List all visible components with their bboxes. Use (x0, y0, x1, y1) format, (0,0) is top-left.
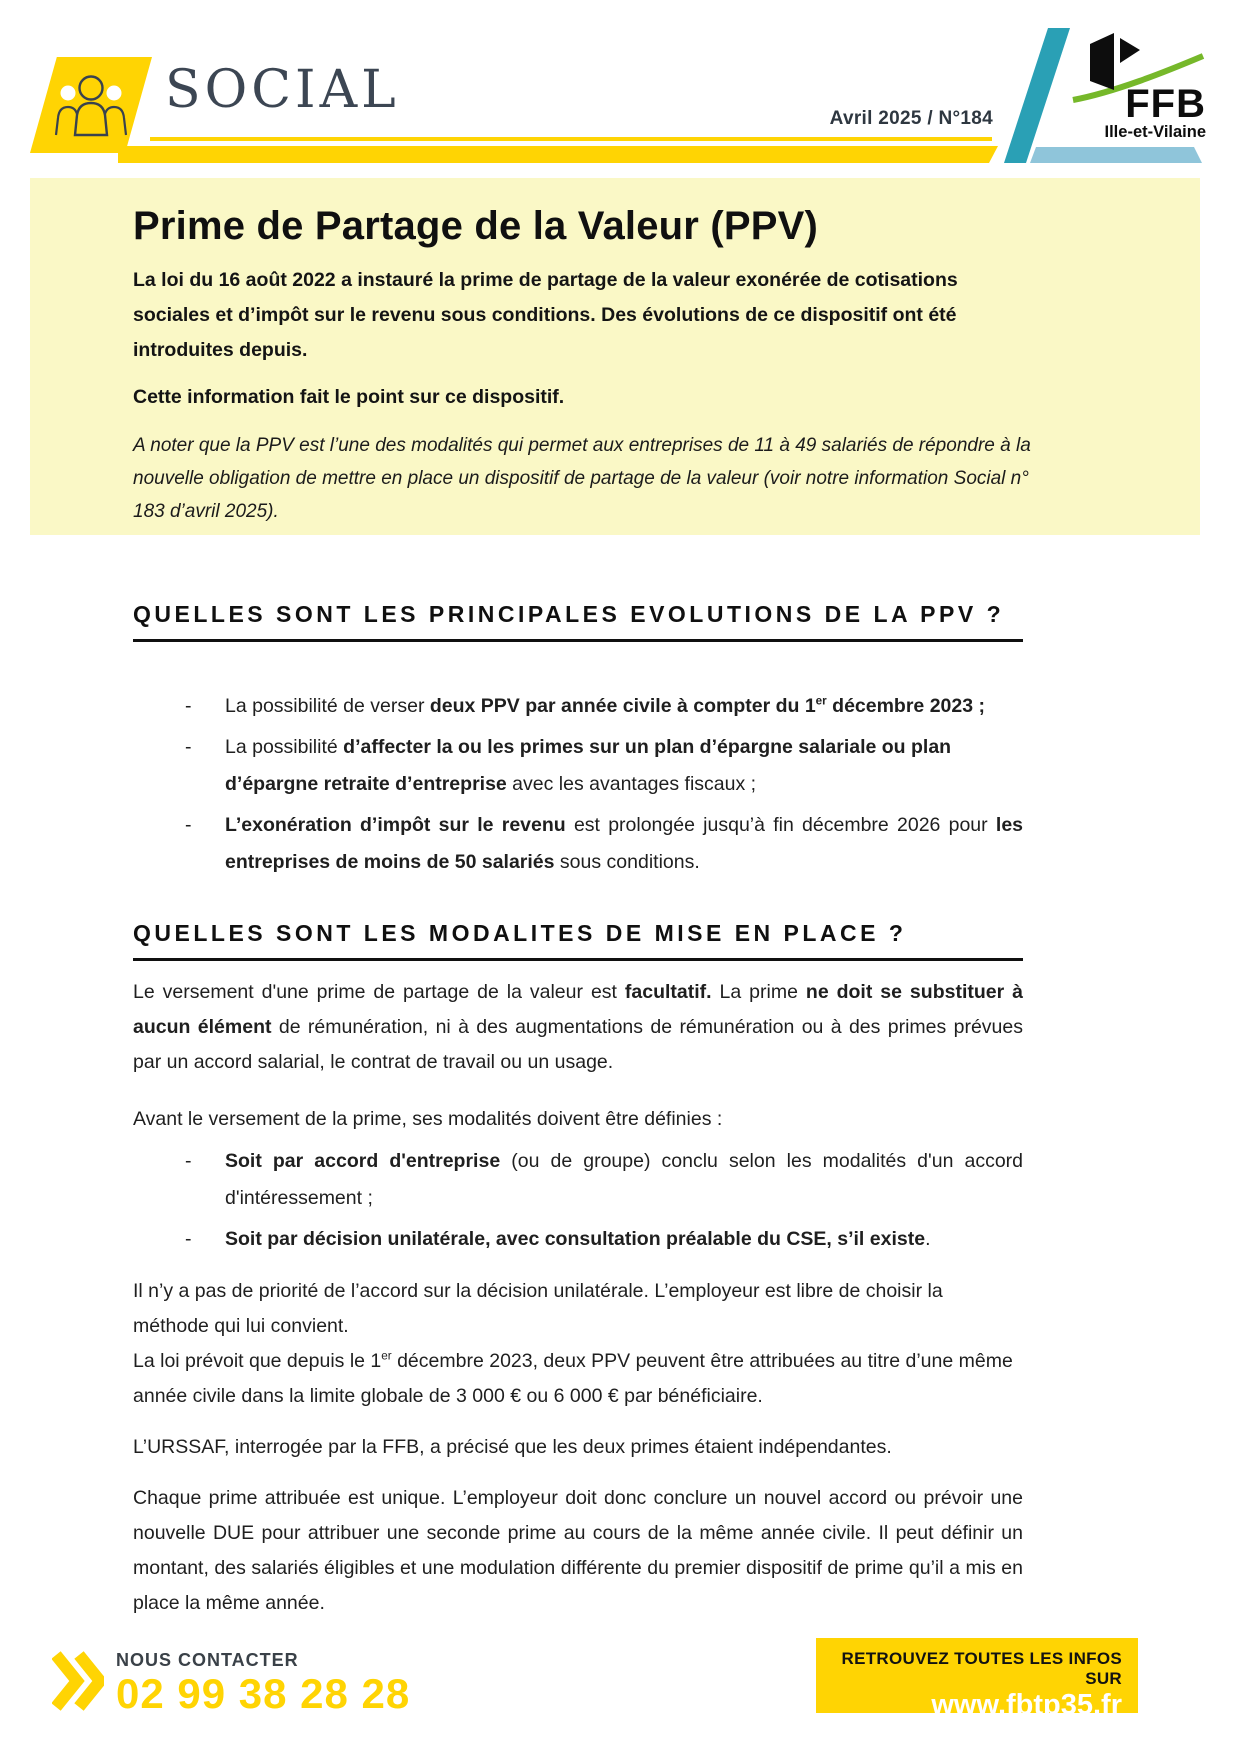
bullet-marker: - (185, 1228, 192, 1250)
evolutions-list (133, 688, 1023, 881)
paragraph-facultatif: Le versement d'une prime de partage de la valeur est facultatif. La prime ne doit se substituer à aucun élément de rémunération, ni à des augmentations de rémunération ou à des primes prévues par un accord salarial, le contrat de travail ou un usage. (133, 981, 1023, 1073)
paragraph-loi-decembre: La loi prévoit que depuis le 1er décembre 2023, deux PPV peuvent être attribuées au titre d’une même année civile dans la limite globale de 3 000 € ou 6 000 € par bénéficiaire. (133, 1349, 1013, 1407)
section-evolutions (133, 600, 1023, 881)
list-item-text: La possibilité d’affecter la ou les primes sur un plan d’épargne salariale ou plan d’épargne retraite d’entreprise avec les avantages fiscaux ; (225, 736, 952, 795)
list-item-text: Soit par accord d'entreprise (ou de groupe) conclu selon les modalités d'un accord d'intéressement ; (225, 1150, 1024, 1209)
ffb-logo-region: Ille-et-Vilaine (1104, 123, 1206, 141)
heading-rule (133, 958, 1023, 961)
paragraph-avant-versement: Avant le versement de la prime, ses modalités doivent être définies : (133, 1108, 723, 1130)
list-item-text: L’exonération d’impôt sur le revenu est prolongée jusqu’à fin décembre 2026 pour les entreprises de moins de 50 salariés sous conditions. (225, 814, 1024, 873)
ffb-logo-text: FFB (1125, 82, 1206, 126)
intro-point: Cette information fait le point sur ce dispositif. (133, 386, 565, 408)
modalites-list (133, 1143, 1023, 1258)
social-badge (30, 57, 152, 153)
contact-text (116, 1650, 410, 1715)
website-banner-label: RETROUVEZ TOUTES LES INFOS SUR (841, 1649, 1122, 1688)
section-heading-evolutions: QUELLES SONT LES PRINCIPALES EVOLUTIONS DE LA PPV ? (133, 601, 1005, 627)
people-icon (51, 72, 131, 138)
masthead-rule-thick (118, 146, 998, 163)
paragraph-priorite: Il n’y a pas de priorité de l’accord sur la décision unilatérale. L’employeur est libre de choisir la méthode qui lui convient. (133, 1280, 943, 1337)
phone-number: 02 99 38 28 28 (116, 1670, 411, 1717)
paragraph-prime-unique: Chaque prime attribuée est unique. L’employeur doit donc conclure un nouvel accord ou prévoir une nouvelle DUE pour attribuer une seconde prime au cours de la même année civile. Il peut définir un montant, des salariés éligibles et une modulation différente du premier dispositif de prime qu’il a mis en place la même année. (133, 1487, 1023, 1614)
section-heading-modalites: QUELLES SONT LES MODALITES DE MISE EN PLACE ? (133, 920, 907, 946)
contact-block (52, 1650, 410, 1715)
list-item (133, 688, 1023, 725)
contact-label: NOUS CONTACTER (116, 1650, 299, 1670)
list-item (133, 807, 1023, 881)
list-item-text: La possibilité de verser deux PPV par année civile à compter du 1er décembre 2023 ; (225, 694, 985, 717)
bullet-marker: - (185, 814, 192, 836)
intro-lead: La loi du 16 août 2022 a instauré la prime de partage de la valeur exonérée de cotisations sociales et d’impôt sur le revenu sous conditions. Des évolutions de ce dispositif ont été introduites depuis. (133, 269, 958, 361)
website-banner[interactable] (816, 1638, 1138, 1721)
bullet-marker: - (185, 736, 192, 758)
bullet-marker: - (185, 695, 192, 717)
light-blue-bar (1030, 147, 1202, 163)
ffb-logo (1070, 28, 1206, 143)
list-item (133, 1221, 1023, 1258)
teal-stripe (1004, 28, 1070, 163)
double-chevron-icon (52, 1650, 104, 1712)
article-body (133, 600, 1023, 1621)
heading-rule (133, 639, 1023, 642)
section-modalites (133, 919, 1023, 1621)
website-url[interactable]: www.fbtp35.fr (931, 1689, 1122, 1721)
bullet-marker: - (185, 1150, 192, 1172)
issue-date: Avril 2025 / N°184 (829, 108, 993, 129)
masthead-rule-thin (150, 137, 992, 141)
intro-note: A noter que la PPV est l’une des modalités qui permet aux entreprises de 11 à 49 salariés de répondre à la nouvelle obligation de mettre en place un dispositif de partage de la valeur (voir notre information Social n° 183 d’avril 2025). (133, 435, 1031, 522)
paragraph-urssaf: L’URSSAF, interrogée par la FFB, a précisé que les deux primes étaient indépendantes. (133, 1436, 892, 1458)
list-item-text: Soit par décision unilatérale, avec consultation préalable du CSE, s’il existe. (225, 1228, 931, 1250)
newsletter-category-title: SOCIAL (165, 60, 400, 120)
intro-box (30, 178, 1200, 535)
list-item (133, 1143, 1023, 1217)
page-title: Prime de Partage de la Valeur (PPV) (133, 204, 819, 248)
list-item (133, 729, 1023, 803)
